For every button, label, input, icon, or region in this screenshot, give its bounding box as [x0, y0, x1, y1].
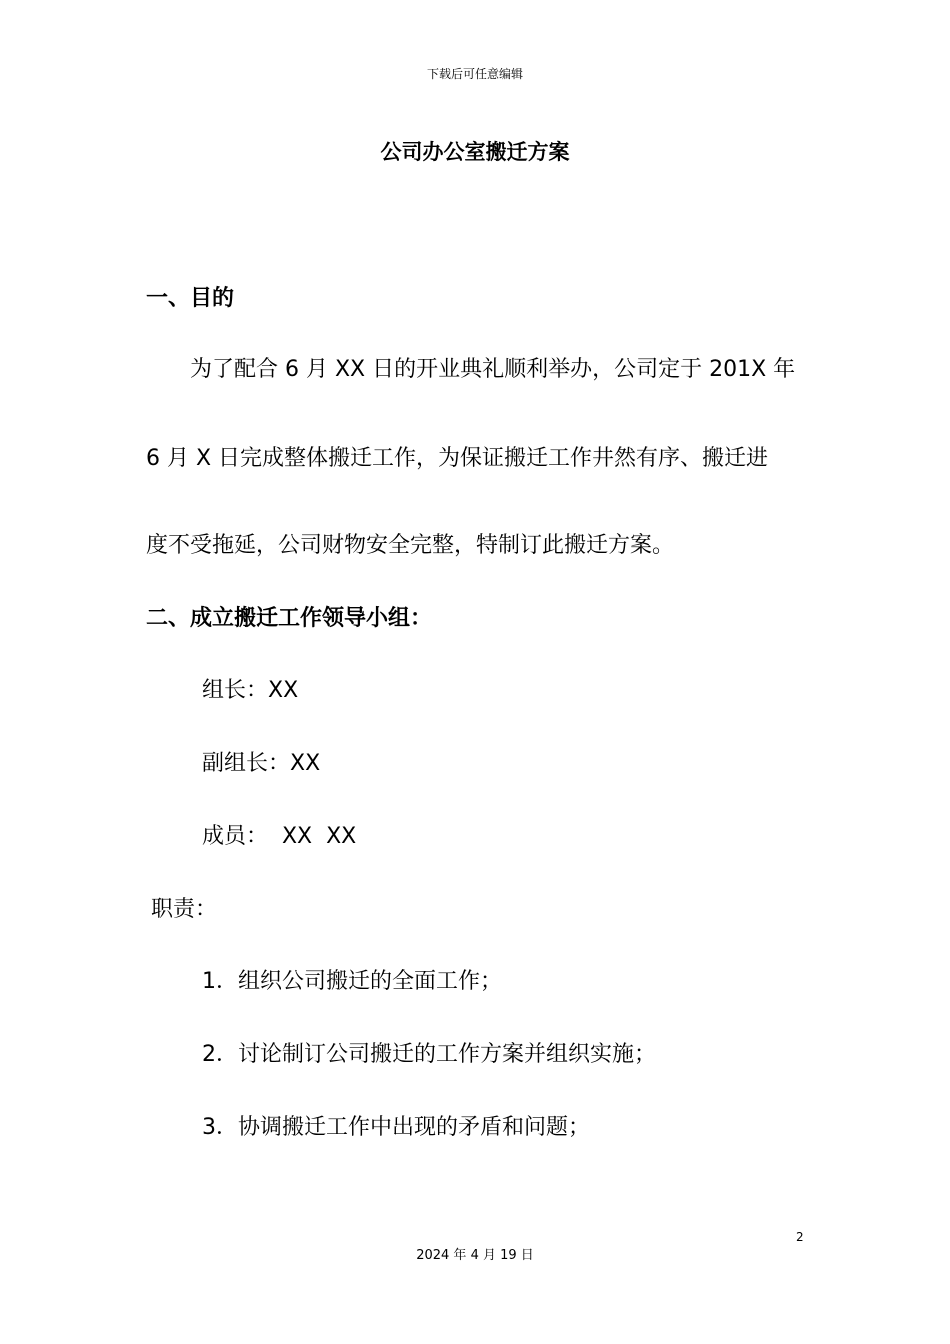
footer-date: 2024 年 4 月 19 日: [416, 1248, 534, 1263]
deputy-group-leader: 副组长：XX: [202, 751, 321, 776]
duties-label: 职责：: [151, 897, 218, 922]
duty-item-2: 2．讨论制订公司搬迁的工作方案并组织实施；: [202, 1042, 656, 1067]
section-2-heading: 二、成立搬迁工作领导小组：: [146, 606, 433, 631]
duty-item-1: 1．组织公司搬迁的全面工作；: [202, 969, 502, 994]
section-1-heading: 一、目的: [146, 286, 235, 311]
section-1-line-2: 6 月 X 日完成整体搬迁工作，为保证搬迁工作井然有序、搬迁进: [146, 446, 769, 471]
header-note: 下载后可任意编辑: [426, 67, 523, 81]
page-number: 2: [796, 1230, 804, 1244]
duty-item-3: 3．协调搬迁工作中出现的矛盾和问题；: [202, 1115, 590, 1140]
section-1-line-1: 为了配合 6 月 XX 日的开业典礼顺利举办，公司定于 201X 年: [190, 357, 796, 382]
group-members: 成员： XX XX: [202, 824, 357, 849]
group-leader: 组长：XX: [202, 678, 299, 703]
document-title: 公司办公室搬迁方案: [380, 140, 570, 164]
section-1-line-3: 度不受拖延，公司财物安全完整，特制订此搬迁方案。: [146, 533, 675, 558]
